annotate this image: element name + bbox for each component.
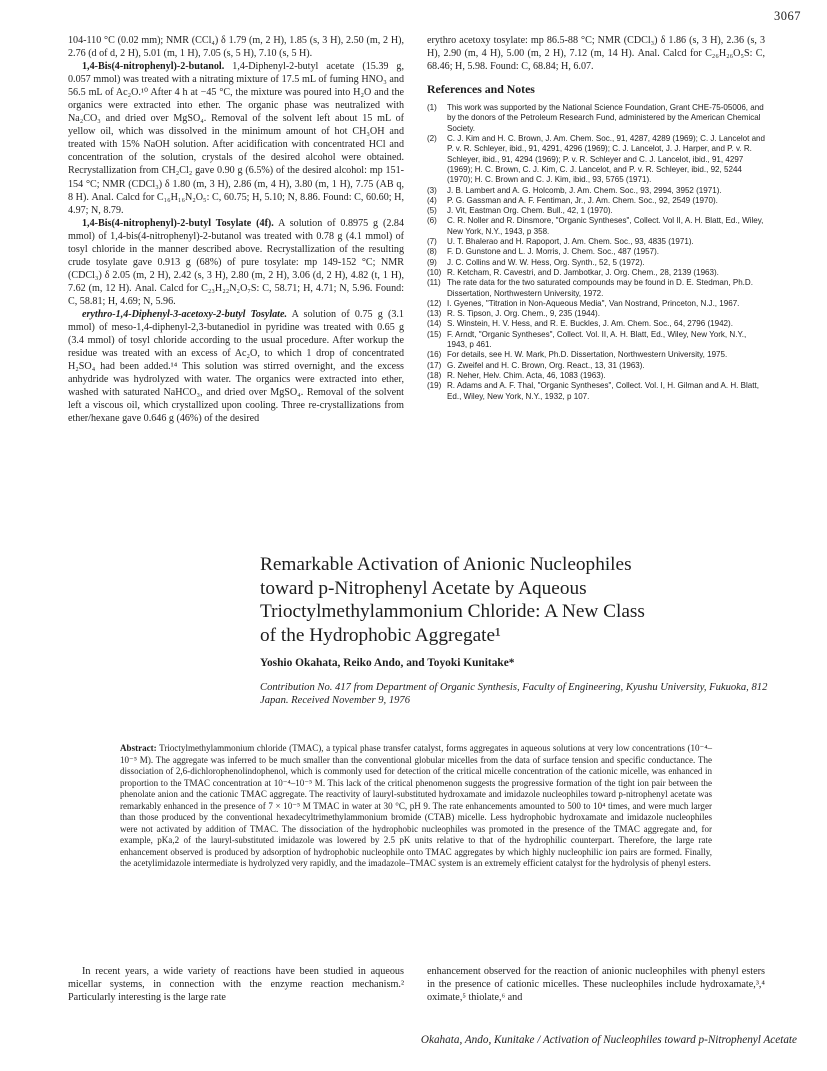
body-text-right [427, 965, 765, 1005]
reference-text: J. C. Collins and W. W. Hess, Org. Synth., 52, 5 (1972). [447, 257, 645, 267]
reference-item [427, 103, 765, 134]
running-footer: Okahata, Ando, Kunitake / Activation of Nucleophiles toward p-Nitrophenyl Acetate [420, 1034, 797, 1046]
reference-item [427, 134, 765, 185]
references-heading: References and Notes [427, 82, 535, 97]
references-column [427, 34, 765, 402]
reference-number: (9) [427, 257, 437, 267]
reference-item [427, 361, 765, 371]
paragraph-text: 104-110 °C (0.02 mm); NMR (CCl₄) δ 1.79 (m, 2 H), 1.85 (s, 3 H), 2.50 (m, 2 H), 2.76 (d of d, 2 H), 5.01 (m, 1 H), 7.05 (s, 5 H), 7.10 (s, 5 H). [68, 35, 404, 60]
abstract [120, 743, 712, 870]
reference-number: (11) [427, 278, 441, 288]
reference-text: R. Adams and A. F. Thal, "Organic Syntheses", Collect. Vol. I, H. Gilman and A. H. Blatt, Ed., Wiley, New York, N.Y., 1932, p 107. [447, 381, 759, 401]
title-line: Trioctylmethylammonium Chloride: A New Class [260, 601, 645, 623]
paragraph-text: 1,4-Diphenyl-2-butyl acetate (15.39 g, 0.057 mmol) was treated with a nitrating mixture of 17.5 mL of fuming HNO₃ and 56.5 mL of Ac₂O.¹⁰ After 4 h at −45 °C, the mixture was poured into H₂O and the organics were extracted into ether. The organic phase was neutralized with Na₂CO₃ and dried over MgSO₄. Removal of the solvent left about 15 mL of yellow oil, which was dissolved in the minimum amount of hot CH₃OH and treated with 15% NaOH solution. After acidification with concentrated HCl and concentration of the solution, crystals of the desired alcohol were obtained. Recrystallization from CH₂Cl₂ gave 0.90 g (6.5%) of the desired alcohol: mp 151-154 °C; NMR (CDCl₃) δ 1.80 (m, 3 H), 2.86 (m, 4 H), 3.80 (m, 1 H), 7.75 (AB q, 8 H). Anal. Calcd for C₁₆H₁₆N₂O₅: C, 60.75; H, 5.10; N, 8.86. Found: C, 60.60; H, 4.97; N, 8.79. [68, 61, 404, 216]
compound-heading: 1,4-Bis(4-nitrophenyl)-2-butanol. [82, 61, 225, 73]
experimental-paragraph [68, 34, 404, 60]
reference-number: (8) [427, 247, 437, 257]
article-affiliation: Contribution No. 417 from Department of Organic Synthesis, Faculty of Engineering, Kyushu University, Fukuoka, 812 Japan. Received November 9, 1976 [260, 682, 768, 707]
reference-number: (16) [427, 350, 442, 360]
abstract-text: Trioctylmethylammonium chloride (TMAC), a typical phase transfer catalyst, forms aggregates in aqueous solutions at very low concentrations (10⁻⁴–10⁻⁵ M). The aggregate was inferred to be much smaller than the conventional globular micelles from the data of surface tension and specific conductance. The dissociation of 2,6-dichlorophenolindophenol, which is commonly used for detection of the critical micelle concentration of the cationic micelle, was enhanced in proportion to the TMAC concentration at 10⁻⁴–10⁻⁵ M. This lack of the critical phenomenon suggests the progressive formation of the tight ion pair between the phenolate anion and the cationic TMAC aggregate. The reactivity of lauryl-substituted hydroxamate and imidazole nucleophiles toward p-nitrophenyl acetate was remarkably enhanced in the presence of 7 × 10⁻⁵ M TMAC in water at 30 °C, pH 9. The rate enhancements amounted to 500 to 10⁴ times, and were much larger than those produced by the conventional hexadecyltrimethylammonium bromide (CTAB) micelle. Less hydrophobic hydroxamate and imidazole nucleophiles were not activated by addition of TMAC. The dissociation of the hydrophobic nucleophiles was promoted in the presence of the TMAC aggregate and, for example, pKa,2 of the lauryl-substituted imidazole was lowered by 2.5 pK units relative to that of the hydrophilic counterpart. Therefore, the large rate enhancement observed is produced by adsorption of hydrophobic nucleophile onto TMAC aggregates by which highly nucleophilic ion pairs are formed. Finally, the acetylimidazole intermediate is hydrolyzed very rapidly, and the imadazole–TMAC system is an extremely efficient catalyst for the hydrolysis of phenyl esters. [120, 743, 712, 869]
references-list [427, 103, 765, 402]
reference-item [427, 309, 765, 319]
article-title [260, 553, 780, 647]
reference-text: F. D. Gunstone and L. J. Morris, J. Chem. Soc., 487 (1957). [447, 247, 659, 257]
reference-item [427, 216, 765, 237]
reference-number: (5) [427, 206, 437, 216]
reference-item [427, 258, 765, 268]
reference-number: (10) [427, 267, 442, 277]
title-line: toward p-Nitrophenyl Acetate by Aqueous [260, 577, 587, 599]
paragraph-text: A solution of 0.8975 g (2.84 mmol) of 1,4-bis(4-nitrophenyl)-2-butanol was treated with 0.78 g (4.1 mmol) of tosyl chloride in the manner described above. Recrystallization of the resulting crude tosylate gave 0.913 g (68%) of pure tosylate: mp 149-152 °C; NMR (CDCl₃) δ 2.05 (m, 2 H), 2.42 (s, 3 H), 2.80 (m, 2 H), 3.06 (d, 2 H), 4.82 (t, 1 H), 7.62 (m, 12 H). Anal. Calcd for C₂₃H₂₂N₂O₇S: C, 58.71; H, 4.71; N, 5.96. Found: C, 58.81; H, 4.69; N, 5.96. [68, 217, 404, 307]
reference-item [427, 371, 765, 381]
reference-number: (18) [427, 370, 442, 380]
reference-number: (1) [427, 103, 437, 113]
compound-heading: 1,4-Bis(4-nitrophenyl)-2-butyl Tosylate (4f). [82, 217, 274, 229]
reference-item [427, 206, 765, 216]
experimental-paragraph [68, 217, 404, 308]
reference-number: (2) [427, 134, 437, 144]
reference-item [427, 247, 765, 257]
reference-number: (17) [427, 360, 442, 370]
page-number: 3067 [774, 9, 801, 23]
reference-item [427, 299, 765, 309]
title-line: of the Hydrophobic Aggregate¹ [260, 624, 501, 646]
experimental-column [68, 34, 404, 425]
reference-text: This work was supported by the National Science Foundation, Grant CHE-75-05006, and by the donors of the Petroleum Research Fund, administered by the American Chemical Society. [447, 103, 764, 133]
reference-text: I. Gyenes, "Titration in Non-Aqueous Media", Van Nostrand, Princeton, N.J., 1967. [447, 298, 740, 308]
reference-text: S. Winstein, H. V. Hess, and R. E. Buckles, J. Am. Chem. Soc., 64, 2796 (1942). [447, 319, 733, 329]
reference-text: G. Zweifel and H. C. Brown, Org. React., 13, 31 (1963). [447, 360, 645, 370]
reference-text: P. G. Gassman and A. F. Fentiman, Jr., J. Am. Chem. Soc., 92, 2549 (1970). [447, 195, 718, 205]
body-text-left [68, 965, 404, 1005]
reference-item [427, 381, 765, 402]
reference-text: C. J. Kim and H. C. Brown, J. Am. Chem. Soc., 91, 4287, 4289 (1969); C. J. Lancelot and P. v. R. Schleyer, ibid., 91, 4291, 4296 (1969); C. J. Lancelot, J. J. Harper, and P. v. R. Schleyer, ibid., 91, 4294 (1969); P. v. R. Schleyer and C. J. Lancelot, ibid., 91, 4297 (1969); H. C. Brown, C. J. Kim, C. J. Lancelot, and P. v. R. Schleyer, ibid., 92, 5244 (1970); H. C. Brown and C. J. Kim, ibid., 93, 5765 (1971). [447, 134, 766, 185]
reference-number: (12) [427, 298, 442, 308]
body-paragraph: enhancement observed for the reaction of anionic nucleophiles with phenyl esters in the presence of cationic micelles. These nucleophiles include hydroxamate,³,⁴ oximate,⁵ thiolate,⁶ and [427, 966, 765, 1004]
reference-text: R. Neher, Helv. Chim. Acta, 46, 1083 (1963). [447, 370, 606, 380]
reference-item [427, 350, 765, 360]
reference-text: J. B. Lambert and A. G. Holcomb, J. Am. Chem. Soc., 93, 2994, 3952 (1971). [447, 185, 722, 195]
reference-number: (14) [427, 319, 442, 329]
reference-number: (7) [427, 237, 437, 247]
reference-text: R. S. Tipson, J. Org. Chem., 9, 235 (1944). [447, 309, 600, 319]
reference-item [427, 319, 765, 329]
reference-text: J. Vit, Eastman Org. Chem. Bull., 42, 1 (1970). [447, 206, 613, 216]
body-paragraph: In recent years, a wide variety of reactions have been studied in aqueous micellar systems, in connection with the enzyme reaction mechanism.² Particularly interesting is the large rate [68, 966, 404, 1004]
experimental-paragraph [68, 60, 404, 217]
paragraph-text: A solution of 0.75 g (3.1 mmol) of meso-1,4-diphenyl-2,3-butanediol in pyridine was treated with 0.65 g (3.4 mmol) of tosyl chloride according to the usual procedure. After workup the residue was treated with an excess of Ac₂O, to which 1 drop of concentrated H₂SO₄ had been added.¹⁴ This solution was stirred overnight, and the excess anhydride was hydrolyzed with water. The organics were extracted into ether, washed with saturated NaHCO₃, and dried over MgSO₄. Removal of the solvent left a viscous oil, which crystallized upon cooling. Three re-crystallizations from ether/hexane gave 0.646 g (46%) of the desired [68, 308, 404, 425]
reference-item [427, 186, 765, 196]
reference-number: (19) [427, 381, 442, 391]
reference-text: R. Ketcham, R. Cavestri, and D. Jambotkar, J. Org. Chem., 28, 2139 (1963). [447, 267, 719, 277]
reference-text: The rate data for the two saturated compounds may be found in D. E. Stedman, Ph.D. Dissertation, Northwestern University, 1972. [447, 278, 753, 298]
abstract-label: Abstract: [120, 743, 157, 753]
reference-text: F. Arndt, "Organic Syntheses", Collect. Vol. II, A. H. Blatt, Ed., Wiley, New York, N.Y., 1943, p 461. [447, 329, 747, 350]
reference-text: U. T. Bhalerao and H. Rapoport, J. Am. Chem. Soc., 93, 4835 (1971). [447, 237, 694, 247]
title-line: Remarkable Activation of Anionic Nucleophiles [260, 554, 632, 575]
experimental-continuation: erythro acetoxy tosylate: mp 86.5-88 °C; NMR (CDCl₃) δ 1.86 (s, 3 H), 2.36 (s, 3 H), 2.90 (m, 4 H), 5.00 (m, 2 H), 7.12 (m, 14 H). Anal. Calcd for C₂₆H₂₆O₅S: C, 68.46; H, 5.98. Found: C, 68.84; H, 6.07. [427, 35, 765, 73]
article-authors: Yoshio Okahata, Reiko Ando, and Toyoki Kunitake* [260, 657, 515, 669]
reference-number: (4) [427, 195, 437, 205]
reference-text: C. R. Noller and R. Dinsmore, "Organic Syntheses", Collect. Vol II, A. H. Blatt, Ed., Wiley, New York, N.Y., 1943, p 358. [447, 216, 764, 236]
experimental-paragraph [68, 308, 404, 425]
reference-item [427, 237, 765, 247]
reference-item [427, 330, 765, 351]
reference-item [427, 196, 765, 206]
reference-number: (6) [427, 216, 437, 226]
reference-item [427, 278, 765, 299]
reference-number: (3) [427, 185, 437, 195]
reference-number: (15) [427, 329, 442, 339]
reference-text: For details, see H. W. Mark, Ph.D. Dissertation, Northwestern University, 1975. [447, 350, 728, 360]
reference-number: (13) [427, 309, 442, 319]
compound-heading: erythro-1,4-Diphenyl-3-acetoxy-2-butyl Tosylate. [82, 308, 287, 320]
reference-item [427, 268, 765, 278]
